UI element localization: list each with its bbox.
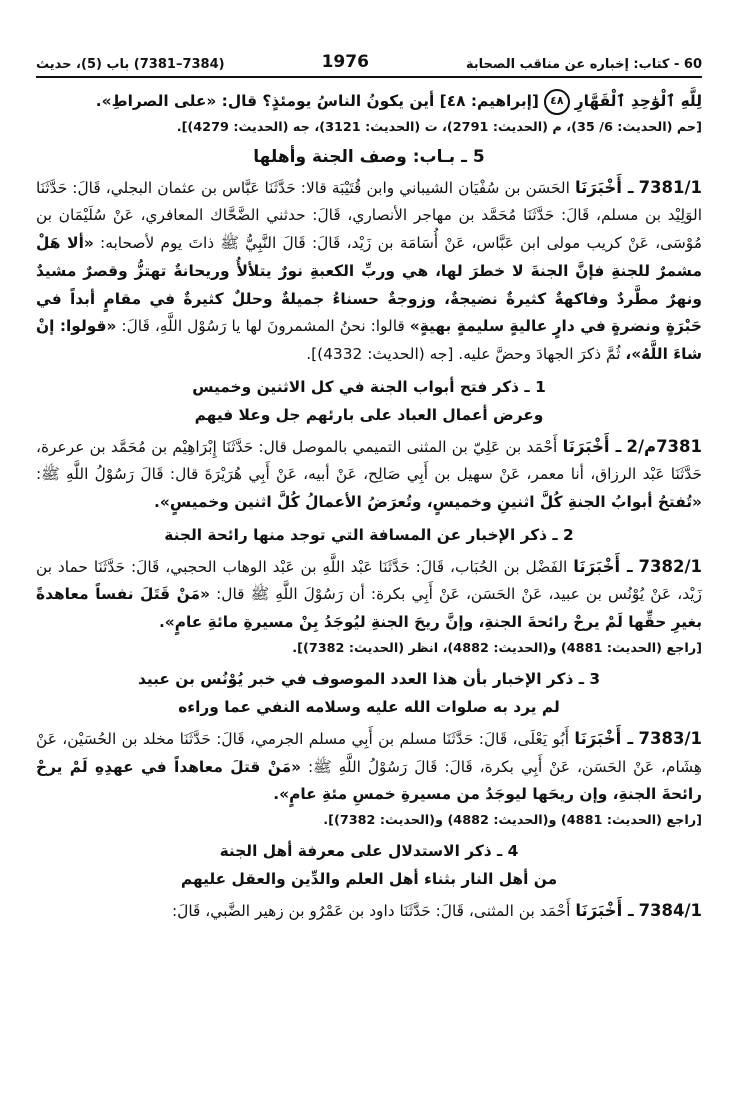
dhikr-1-line-1: 1 ـ ذكر فتح أبواب الجنة في كل الاثنين وخميس: [192, 377, 546, 396]
page-body: [36, 88, 702, 926]
dhikr-4-line-2: من أهل النار بثناء أهل العلم والدِّين والعقل عليهم: [180, 869, 558, 888]
hadith-number: 7383/1: [638, 728, 702, 748]
matn-cont: «قولوا: إنْ شاءَ اللَّهُ»،: [36, 317, 702, 363]
isnad: الحَسَن بن سُفْيَان الشيباني وابن قُتَيْبَة قالا: حَدَّثَنَا عَبَّاس بن عثمان البجلي، قَالَ: حَدَّثَنَا الوَلِيْد بن مسلم، قَالَ: حَدَّثَنَا مُحَمَّد بن مهاجر الأنصاري، قَالَ: حدثني الضَّحَّاك المعافري، عَنْ سُلَيْمَان بن مُوْسَى، عَنْ كريب مولى ابن عَبَّاس، عَنْ أُسَامَة بن زَيْد، قَالَ: قَالَ النَّبِيُّ ﷺ ذاتَ يوم لأصحابه:: [36, 178, 702, 253]
hadith-number: 7381/1: [638, 177, 702, 197]
akhbarana: ـ أَخْبَرَنَا: [574, 728, 634, 748]
section-title: 5 ـ بـاب: وصف الجنة وأهلها: [253, 146, 485, 167]
verse-continuation: [إبراهيم: ٤٨] أين يكونُ الناسُ يومئذٍ؟ قال: «على الصراطِ».: [95, 92, 539, 110]
matn: «تُفتحُ أبوابُ الجنةِ كُلَّ اثنينِ وخميسٍ، وتُعرَضُ الأعمالُ كُلَّ اثنين وخميسٍ».: [154, 493, 702, 512]
isnad: الفَضْل بن الحُبَاب، قَالَ: حَدَّثَنَا عَبْد اللَّهِ بن عَبْد الوهاب الحجبي، قَالَ: حَدَّثَنَا حماد بن زَيْد، عَنْ يُوْنُس بن عبيد، عَنْ الحَسَن، عَنْ أَبِي بكرة: أن رَسُوْلَ اللَّهِ ﷺ قال:: [36, 557, 702, 604]
reference-line: [حم (الحديث: 6/ 35)، م (الحديث: 2791)، ت (الحديث: 3121)، جه (الحديث: 4279)].: [176, 119, 702, 135]
isnad: أَحْمَد بن المثنى، قَالَ: حَدَّثَنَا داود بن عَمْرُو بن زهير الضَّبي، قَالَ:: [172, 901, 571, 920]
hadith-7384: [36, 897, 702, 926]
akhbarana: ـ أَخْبَرَنَا: [575, 900, 634, 920]
isnad: أَحْمَد بن عَلِيّ بن المثنى التميمي بالموصل قال: حَدَّثَنَا إِبْرَاهِيْم بن مُحَمَّد بن عرعرة، حَدَّثَنَا عَبْد الرزاق، أنا معمر، عَنْ سهيل بن أَبِي صَالِح، عَنْ أبيه، عَنْ أَبِي هُرَيْرَةَ قال: قَالَ رَسُوْلُ اللَّهِ ﷺ:: [36, 437, 702, 484]
matn: «ألا هَلْ مشمرٌ للجنةِ فإنَّ الجنةَ لا خطرَ لها، هي وربِّ الكعبةِ نورٌ يتلألأُ وريحانةٌ تهتزُّ وقصرٌ مشيدٌ ونهرٌ مطَّردٌ وفاكهةٌ كثيرةٌ نضيجةٌ، وزوجةٌ حسناءُ جميلةٌ وحللٌ كثيرةٌ في مقامٍ أبداً في حَبْرَةٍ ونضرةٍ في دارٍ عاليةٍ سليمةٍ بهيةٍ»: [36, 234, 702, 336]
dhikr-4-line-1: 4 ـ ذكر الاستدلال على معرفة أهل الجنة: [219, 841, 519, 860]
dhikr-1-line-2: وعرض أعمال العباد على بارئهم جل وعلا فيهم: [194, 405, 544, 424]
hadith-7382: [36, 553, 702, 637]
header-chapter: 60 - كتاب: إخباره عن مناقب الصحابة: [465, 57, 702, 72]
matn: «مَنْ قَتَلَ نفساً معاهدةً بغيرِ حقِّها لَمْ يرحْ رائحةَ الجنةِ، وإنَّ ريحَ الجنةِ ليُوجَدُ بِنْ مسيرةِ مائةِ عامٍ».: [36, 585, 702, 632]
akhbarana: ـ أَخْبَرَنَا: [574, 177, 634, 197]
dhikr-3-line-1: 3 ـ ذكر الإخبار بأن هذا العدد الموصوف في خبر يُوْنُس بن عبيد: [137, 669, 601, 688]
hadith-number: 7384/1: [638, 900, 702, 920]
hadith-7381-2: [36, 433, 702, 517]
dhikr-3-line-2: لم يرد به صلوات الله عليه وسلامه النفي عما وراءه: [178, 697, 560, 716]
isnad-cont: قالوا: نحنُ المشمرونَ لها يا رَسُوْل اللَّهِ، قَالَ:: [121, 317, 405, 336]
hadith-7383: [36, 725, 702, 809]
page-number: 1976: [321, 52, 369, 72]
dhikr-2-line-1: 2 ـ ذكر الإخبار عن المسافة التي توجد منها رائحة الجنة: [164, 525, 574, 544]
quran-verse: لِلَّهِ ٱلْوَٰحِدِ ٱلْقَهَّارِ: [574, 92, 702, 110]
hadith-number: 7382/1: [638, 556, 702, 576]
hadith-7381-1: [36, 174, 702, 369]
ayah-number: ٤٨: [544, 89, 570, 115]
matn: «مَنْ قتلَ معاهداً في عهدِهِ لَمْ يرحْ رائحةَ الجنةِ، وإن ريحَها ليوجَدُ من مسيرةِ خمسِ مئةِ عامٍ».: [36, 757, 702, 804]
isnad: أَبُو يَعْلَى، قَالَ: حَدَّثَنَا مسلم بن أَبِي مسلم الجرمي، قَالَ: حَدَّثَنَا مخلد بن الحُسَيْن، عَنْ هِشَام، عَنْ الحَسَن، عَنْ أَبِي بكرة، قَالَ: قَالَ رَسُوْلُ اللَّهِ ﷺ:: [36, 729, 702, 776]
verse-line: [36, 88, 702, 116]
reference-line: [راجع (الحديث: 4881) و(الحديث: 4882)، انظر (الحديث: 7382)].: [292, 640, 702, 656]
header-hadith-range: (7384–7381) باب (5)، حديث: [36, 57, 225, 72]
akhbarana: ـ أَخْبَرَنَا: [562, 436, 622, 456]
reference-line: [راجع (الحديث: 4881) و(الحديث: 4882) و(الحديث: 7382)].: [323, 812, 702, 828]
akhbarana: ـ أَخْبَرَنَا: [573, 556, 633, 576]
closing: ثُمَّ ذكرَ الجهادَ وحضَّ عليه. [جه (الحديث: 4332)].: [306, 344, 621, 363]
page-header: [36, 48, 702, 78]
hadith-number: 7381م/2: [626, 436, 702, 456]
